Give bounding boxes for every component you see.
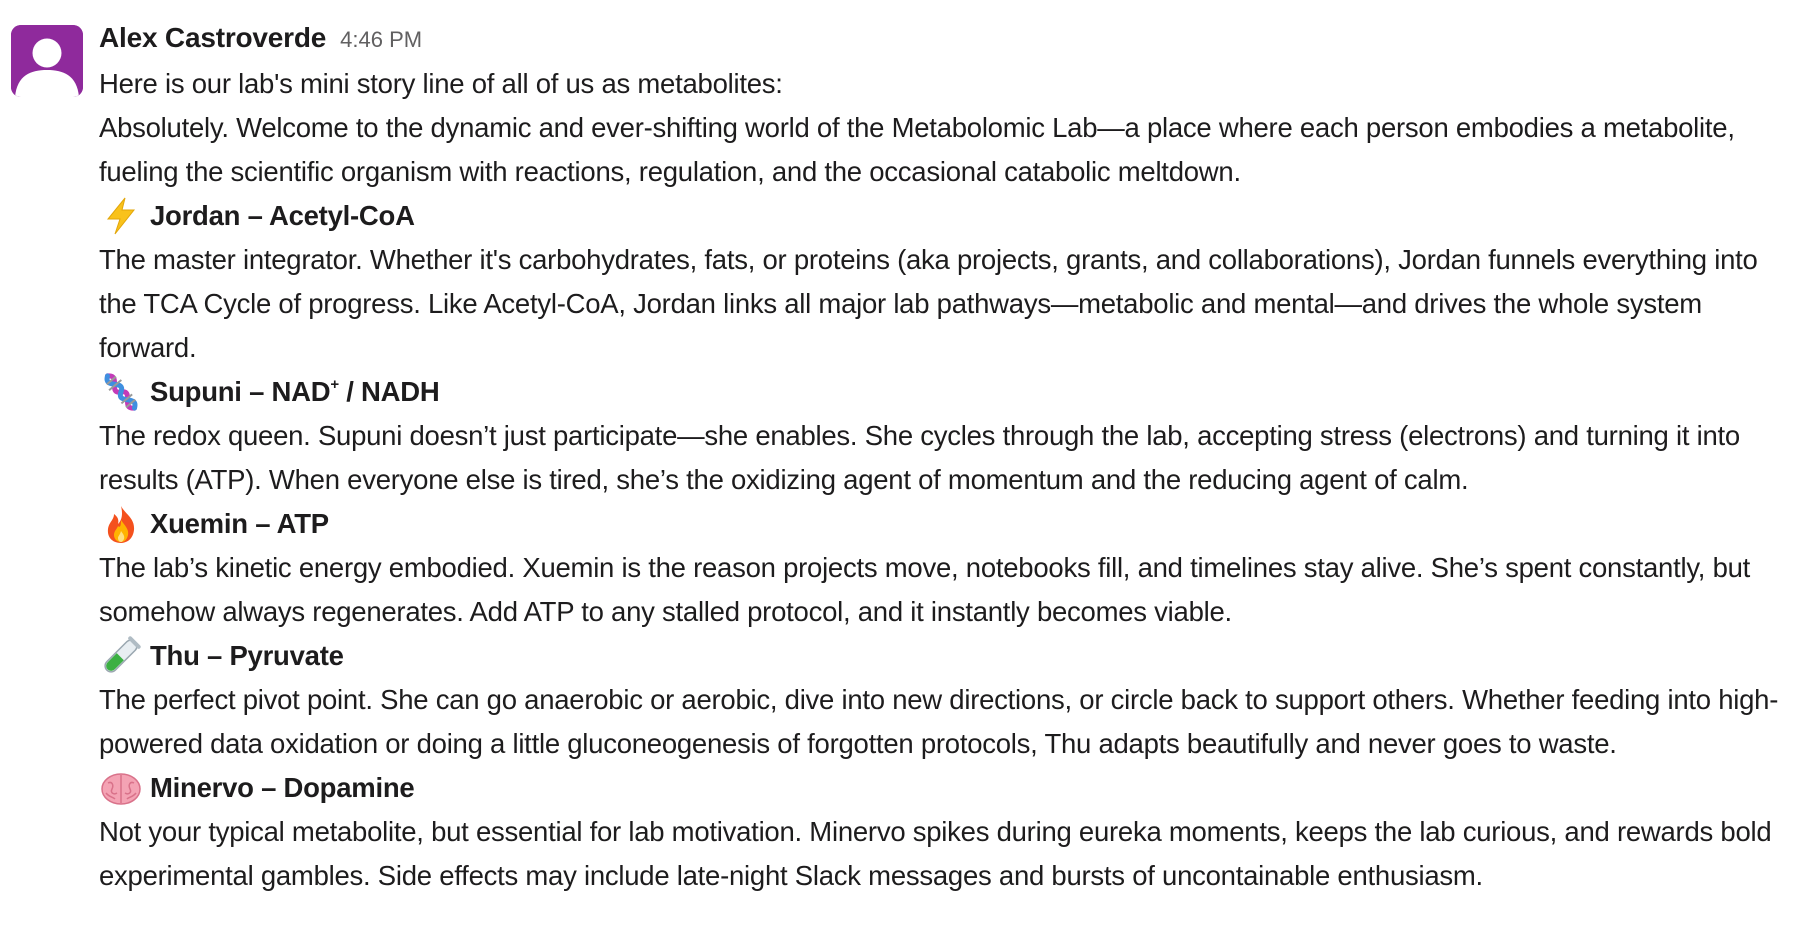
entry-text: The master integrator. Whether it's carbohydrates, fats, or proteins (aka projects, grants, and collaborations), Jordan funnels everything into the TCA Cycle of progress. Like Acetyl-CoA, Jordan links all major lab pathways—metabolic and mental—and drives the whole system forward. — [99, 244, 1758, 363]
entry-heading — [99, 370, 1789, 414]
entry-heading-text — [150, 370, 439, 414]
user-silhouette-icon — [11, 25, 83, 97]
avatar[interactable] — [11, 25, 83, 97]
message-content — [99, 22, 1789, 898]
entry-text: The lab’s kinetic energy embodied. Xuemin is the reason projects move, notebooks fill, and timelines stay alive. She’s spent constantly, but somehow always regenerates. Add ATP to any stalled protocol, and it instantly becomes viable. — [99, 552, 1751, 627]
dna-icon — [99, 370, 143, 414]
entry-heading-prefix: Supuni – NAD — [150, 376, 331, 407]
entry-heading — [99, 194, 1789, 238]
entry-text: The redox queen. Supuni doesn’t just participate—she enables. She cycles through the lab, accepting stress (electrons) and turning it into results (ATP). When everyone else is tired, she’s the oxidizing agent of momentum and the reducing agent of calm. — [99, 420, 1740, 495]
entry-heading-text: Xuemin – ATP — [150, 508, 329, 539]
message-header — [99, 22, 1789, 62]
lightning-icon — [99, 194, 143, 238]
superscript-plus: + — [330, 376, 339, 393]
intro-text: Here is our lab's mini story line of all of us as metabolites: — [99, 68, 783, 99]
test-tube-icon — [99, 634, 143, 678]
author-name[interactable]: Alex Castroverde — [99, 22, 327, 53]
brain-icon — [99, 766, 143, 810]
entry-text: The perfect pivot point. She can go anaerobic or aerobic, dive into new directions, or circle back to support others. Whether feeding into high-powered data oxidation or doing a little gluconeogenesis of forgotten protocols, Thu adapts beautifully and never goes to waste. — [99, 684, 1779, 759]
entry-text: Not your typical metabolite, but essential for lab motivation. Minervo spikes during eureka moments, keeps the lab curious, and rewards bold experimental gambles. Side effects may include late-night Slack messages and bursts of uncontainable enthusiasm. — [99, 816, 1772, 891]
entry-heading-text: Minervo – Dopamine — [150, 772, 415, 803]
entry-heading-suffix: / NADH — [338, 376, 440, 407]
fire-icon — [99, 502, 143, 546]
entry-heading — [99, 634, 1789, 678]
entry-heading-text: Jordan – Acetyl-CoA — [150, 200, 415, 231]
entry-heading — [99, 502, 1789, 546]
message-timestamp[interactable]: 4:46 PM — [340, 27, 423, 52]
entry-heading — [99, 766, 1789, 810]
preamble-text: Absolutely. Welcome to the dynamic and ever-shifting world of the Metabolomic Lab—a place where each person embodies a metabolite, fueling the scientific organism with reactions, regulation, and the occasional catabolic meltdown. — [99, 112, 1735, 187]
entry-heading-text: Thu – Pyruvate — [150, 640, 344, 671]
message-body — [99, 62, 1789, 898]
